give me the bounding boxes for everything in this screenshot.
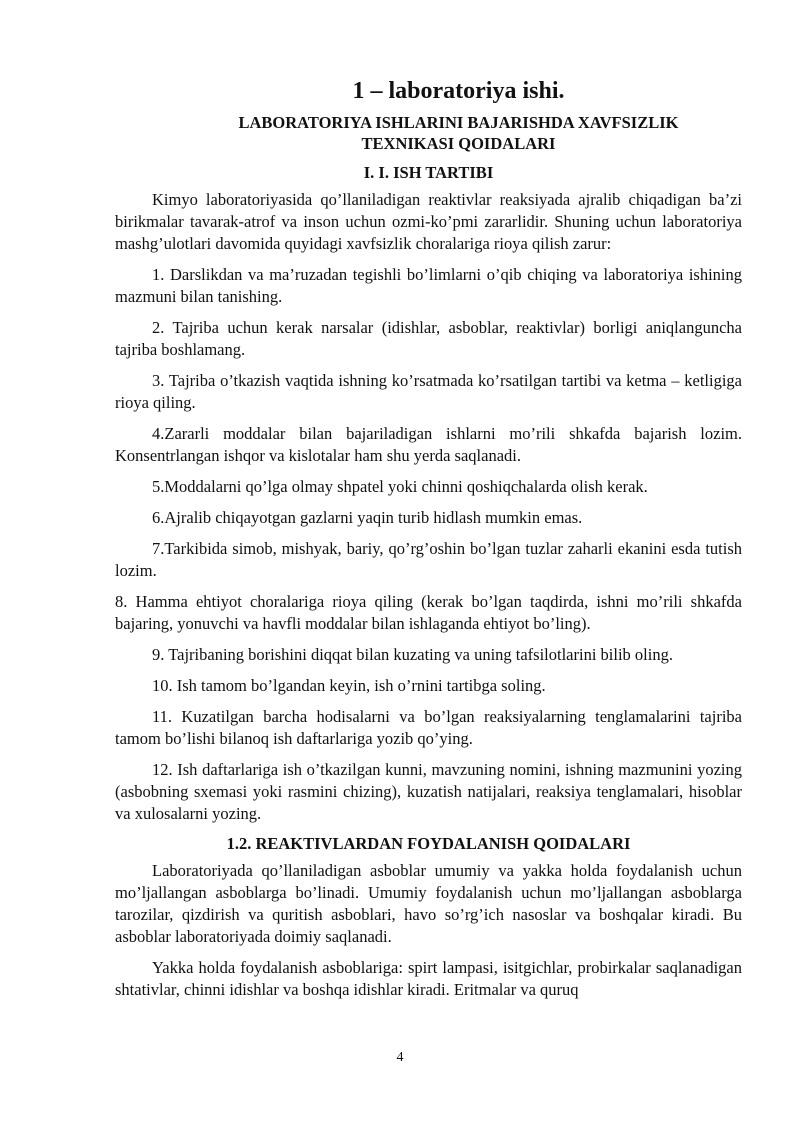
section1-heading: I. I. ISH TARTIBI (363, 163, 494, 182)
section2-paragraph-2: Yakka holda foydalanish asboblariga: spirt lampasi, isitgichlar, probirkalar saqlanadigan shtativlar, chinni idishlar va boshqa idishlar kiradi. Eritmalar va quruq (115, 958, 742, 999)
rule-1: 1. Darslikdan va ma’ruzadan tegishli bo’limlarni o’qib chiqing va laboratoriya ishining mazmuni bilan tanishing. (115, 265, 742, 306)
document-subtitle-line2: TEXNIKASI QOIDALARI (361, 134, 556, 153)
page-number: 4 (396, 1050, 404, 1065)
rule-8: 8. Hamma ehtiyot choralariga rioya qiling (kerak bo’lgan taqdirda, ishni mo’rili shkafda bajaring, yonuvchi va havfli moddalar bilan ishlaganda ehtiyot bo’ling). (115, 592, 742, 633)
section2-heading: 1.2. REAKTIVLARDAN FOYDALANISH QOIDALARI (226, 834, 631, 853)
rule-9: 9. Tajribaning borishini diqqat bilan kuzating va uning tafsilotlarini bilib oling. (152, 645, 673, 664)
document-title: 1 – laboratoriya ishi. (352, 78, 565, 104)
rule-12: 12. Ish daftarlariga ish o’tkazilgan kunni, mavzuning nomini, ishning mazmunini yozing (asbobning sxemasi yoki rasmini chizing), kuzatish natijalari, reaksiya tenglamalari, hisoblar va xulosalarni yozing. (115, 760, 742, 823)
document-subtitle-line1: LABORATORIYA ISHLARINI BAJARISHDA XAVFSIZLIK (238, 113, 679, 132)
section1-intro-paragraph: Kimyo laboratoriyasida qo’llaniladigan reaktivlar reaksiyada ajralib chiqadigan ba’zi birikmalar tavarak-atrof va inson uchun ozmi-ko’pmi zararlidir. Shuning uchun laboratoriya mashg’ulotlari davomida quyidagi xavfsizlik choralariga rioya qilish zarur: (115, 190, 742, 253)
rule-7: 7.Tarkibida simob, mishyak, bariy, qo’rg’oshin bo’lgan tuzlar zaharli ekanini esda tutish lozim. (115, 539, 742, 580)
rule-10: 10. Ish tamom bo’lgandan keyin, ish o’rnini tartibga soling. (152, 676, 546, 695)
rule-6: 6.Ajralib chiqayotgan gazlarni yaqin turib hidlash mumkin emas. (152, 508, 583, 527)
document-page (115, 76, 742, 1010)
rule-2: 2. Tajriba uchun kerak narsalar (idishlar, asboblar, reaktivlar) borligi aniqlanguncha tajriba boshlamang. (115, 318, 742, 359)
rule-5: 5.Moddalarni qo’lga olmay shpatel yoki chinni qoshiqchalarda olish kerak. (152, 477, 648, 496)
rule-3: 3. Tajriba o’tkazish vaqtida ishning ko’rsatmada ko’rsatilgan tartibi va ketma – ketligiga rioya qiling. (115, 371, 742, 412)
section2-paragraph-1: Laboratoriyada qo’llaniladigan asboblar umumiy va yakka holda foydalanish uchun mo’ljallangan asboblarga bo’linadi. Umumiy foydalanish uchun mo’ljallangan asboblarga tarozilar, qizdirish va quritish asboblari, havo so’rg’ich nasoslar va boshqalar kiradi. Bu asboblar laboratoriyada doimiy saqlanadi. (115, 861, 742, 946)
rule-11: 11. Kuzatilgan barcha hodisalarni va bo’lgan reaksiyalarning tenglamalarini tajriba tamom bo’lishi bilanoq ish daftarlariga yozib qo’ying. (115, 707, 742, 748)
rule-4: 4.Zararli moddalar bilan bajariladigan ishlarni mo’rili shkafda bajarish lozim. Konsentrlangan ishqor va kislotalar ham shu yerda saqlanadi. (115, 424, 742, 465)
